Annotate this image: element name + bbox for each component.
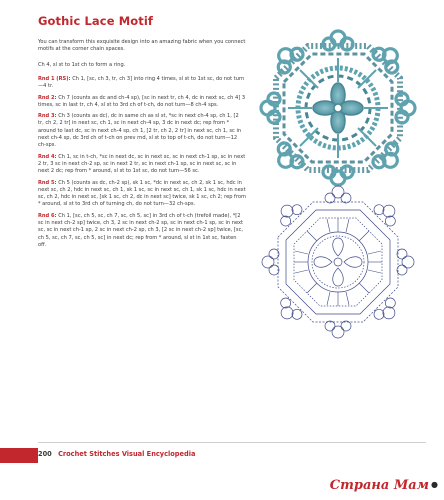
intro-text: You can transform this exquisite design into an amazing fabric when you connect motifs at the corner chain spaces. [38, 39, 246, 53]
crochet-motif-photo [250, 26, 426, 190]
round-5 [38, 180, 246, 209]
page-number: 200 [38, 450, 52, 458]
round-6 [38, 213, 246, 249]
round-label: Rnd 2: [38, 94, 57, 101]
round-text: Ch 3 (counts as dc), dc in same ch as sl st, *sc in next ch-4 sp, ch 1, [2 tr, ch 2, 2 tr] in next sc, ch 1, sc in next ch-4 sp, 3 dc in next dc; rep from * around to last dc, sc in next ch-4 sp, ch 1, [2 tr, ch 2, 2 tr] in next sc, ch 1, sc in next ch-4 sp, dc 3rd ch of t-ch on prev rnd, sl st to top of t-ch, do not turn—12 ch-sps. [38, 113, 242, 149]
round-text: Ch 7 (counts as dc and ch-4 sp), [sc in next tr, ch 4, dc in next sc, ch 4] 3 times, sc in last tr, ch 4, sl st to 3rd ch of t-ch, do not turn—8 ch-4 sps. [38, 94, 246, 108]
footer-accent-bar [0, 448, 38, 463]
round-2 [38, 95, 246, 110]
page-title: Gothic Lace Motif [38, 14, 153, 28]
round-1 [38, 76, 246, 91]
round-label: Rnd 3: [38, 113, 57, 120]
footer-rule [38, 442, 426, 443]
site-watermark [330, 478, 438, 493]
watermark-dot-icon: ● [431, 479, 438, 489]
round-text: Ch 5 (counts as dc, ch-2 sp), sk 1 sc, *dc in next sc, ch 2, sk 1 sc, hdc in next sc, ch 2, hdc in next sc, ch 1, sk 1 sc, sc in next sc, ch 1, sk 1 sc, hdc in next sc, ch 2, hdc in next sc, [sk 1 sc, ch 2, dc in next sc] twice, sk 1 sc, ch 2; rep from * around, sl st to 3rd ch of turning ch, do not turn—32 ch-sps. [38, 179, 246, 208]
round-3 [38, 113, 246, 149]
watermark-text: Страна Мам [329, 478, 430, 493]
round-text: Ch 1, [sc, ch 5, sc, ch 7, sc, ch 5, sc] in 3rd ch of t-ch (trefoil made), *[2 sc in next ch-2 sp] twice, ch 3, 2 sc in next ch-2 sp, sc in next ch-1 sp, sc in next sc, sc in next ch-1 sp, 2 sc in next ch-2 sp, ch 3, [2 sc in next ch-2 sp] twice, [sc, ch 5, sc, ch 7, sc, ch 5, sc] in next dc; rep from * around, sl st in 1st sc, fasten off. [38, 212, 244, 248]
round-4 [38, 154, 246, 176]
round-label: Rnd 6: [38, 212, 57, 219]
book-title: Crochet Stitches Visual Encyclopedia [58, 450, 196, 458]
round-text: Ch 1, sc in t-ch, *sc in next dc, sc in next sc, sc in next ch-1 sp, sc in next 2 tr, 3 sc in next ch-2 sp, sc in next 2 tr, sc in next ch-1 sp, sc in next sc, sc in next 2 dc; rep from * around, sl st to 1st sc, do not turn—56 sc. [38, 153, 246, 175]
crochet-symbol-chart [250, 176, 426, 346]
round-instructions [38, 76, 246, 253]
round-label: Rnd 5: [38, 179, 57, 186]
foundation-text: Ch 4, sl st to 1st ch to form a ring. [38, 62, 126, 68]
round-text: Ch 1, [sc, ch 3, tr, ch 3] into ring 4 times, sl st to 1st sc, do not turn—4 tr. [38, 76, 245, 90]
page-footer [38, 450, 195, 458]
round-label: Rnd 4: [38, 153, 57, 160]
round-label: Rnd 1 (RS): [38, 76, 71, 82]
